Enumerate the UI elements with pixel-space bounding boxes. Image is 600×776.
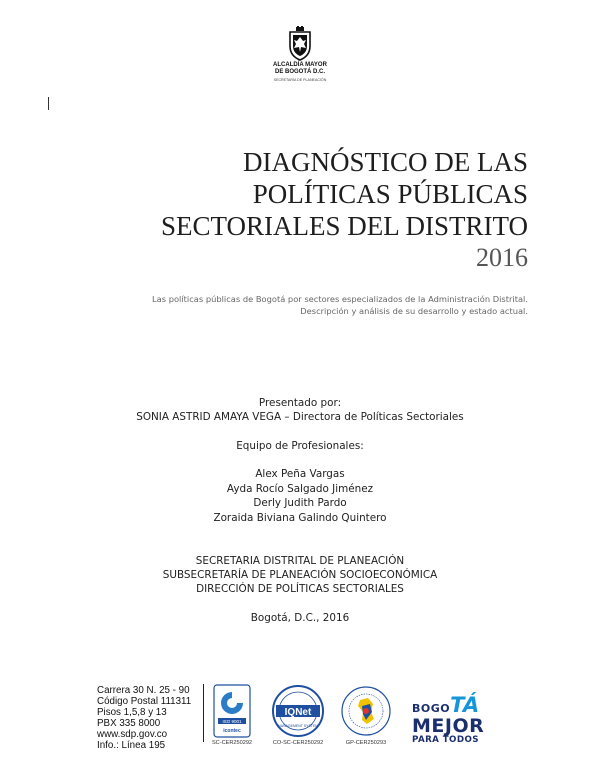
cert-badge-label: IQNet <box>284 707 312 718</box>
logo-part-bogo: BOGO <box>412 702 451 715</box>
icontec-certification-icon <box>213 684 251 738</box>
logo-part-para-todos: PARA TODOS <box>412 735 479 745</box>
footer-address-line: Carrera 30 N. 25 - 90 <box>97 685 190 696</box>
text-cursor <box>48 97 49 110</box>
team-member: Zoraida Biviana Galindo Quintero <box>213 512 387 524</box>
team-member: Ayda Rocío Salgado Jiménez <box>226 483 374 495</box>
presenter-name: SONIA ASTRID AMAYA VEGA – Directora de Políticas Sectoriales <box>136 411 464 423</box>
institution-line3: DIRECCIÓN DE POLÍTICAS SECTORIALES <box>196 583 404 595</box>
footer-divider <box>203 684 204 742</box>
footer-address-line: Pisos 1,5,8 y 13 <box>97 707 167 718</box>
team-member: Alex Peña Vargas <box>255 468 345 480</box>
cert-code: SC-CER250292 <box>211 740 253 746</box>
cert-code: GP-CER250293 <box>345 740 387 746</box>
logo-part-ta: TÁ <box>450 693 480 717</box>
logo-part-mejor: MEJOR <box>412 715 485 737</box>
team-label: Equipo de Profesionales: <box>236 440 364 452</box>
document-title-line1: DIAGNÓSTICO DE LAS <box>243 147 528 177</box>
document-subtitle-line1: Las políticas públicas de Bogotá por sectores especializados de la Administración Distrital. <box>152 294 528 304</box>
footer-address-line: PBX 335 8000 <box>97 718 161 729</box>
document-title-line2: POLÍTICAS PÚBLICAS <box>252 179 528 209</box>
document-subtitle-line2: Descripción y análisis de su desarrollo y estado actual. <box>300 306 528 316</box>
institution-line2: SUBSECRETARÍA DE PLANEACIÓN SOCIOECONÓMICA <box>162 569 438 581</box>
institution-line1: SECRETARIA DISTRITAL DE PLANEACIÓN <box>195 555 405 567</box>
bogota-mejor-logo <box>412 693 512 746</box>
footer-info-line: Info.: Línea 195 <box>97 740 166 751</box>
cert-badge-label: ISO 9001 <box>222 719 242 724</box>
crest-title-line2: DE BOGOTÁ D.C. <box>274 69 325 75</box>
team-member: Derly Judith Pardo <box>253 497 347 509</box>
place-date: Bogotá, D.C., 2016 <box>250 612 350 624</box>
crest-subtitle: SECRETARÍA DE PLANEACIÓN <box>273 78 327 82</box>
footer-address-line: Código Postal 111311 <box>97 696 192 707</box>
cert-code: CO-SC-CER250292 <box>272 740 324 746</box>
cert-brand-label: MANAGEMENT SYSTEM <box>277 724 319 728</box>
document-title-line3: SECTORIALES DEL DISTRITO <box>160 211 528 241</box>
cert-brand-label: icontec <box>223 728 241 734</box>
gp-certification-seal-icon <box>340 684 392 738</box>
presented-label: Presentado por: <box>258 397 342 409</box>
iqnet-certification-icon <box>270 684 326 738</box>
document-year: 2016 <box>476 243 528 272</box>
bogota-crest-icon <box>282 26 318 62</box>
footer-website: www.sdp.gov.co <box>97 729 168 740</box>
crest-title-line1: ALCALDÍA MAYOR <box>273 62 327 68</box>
